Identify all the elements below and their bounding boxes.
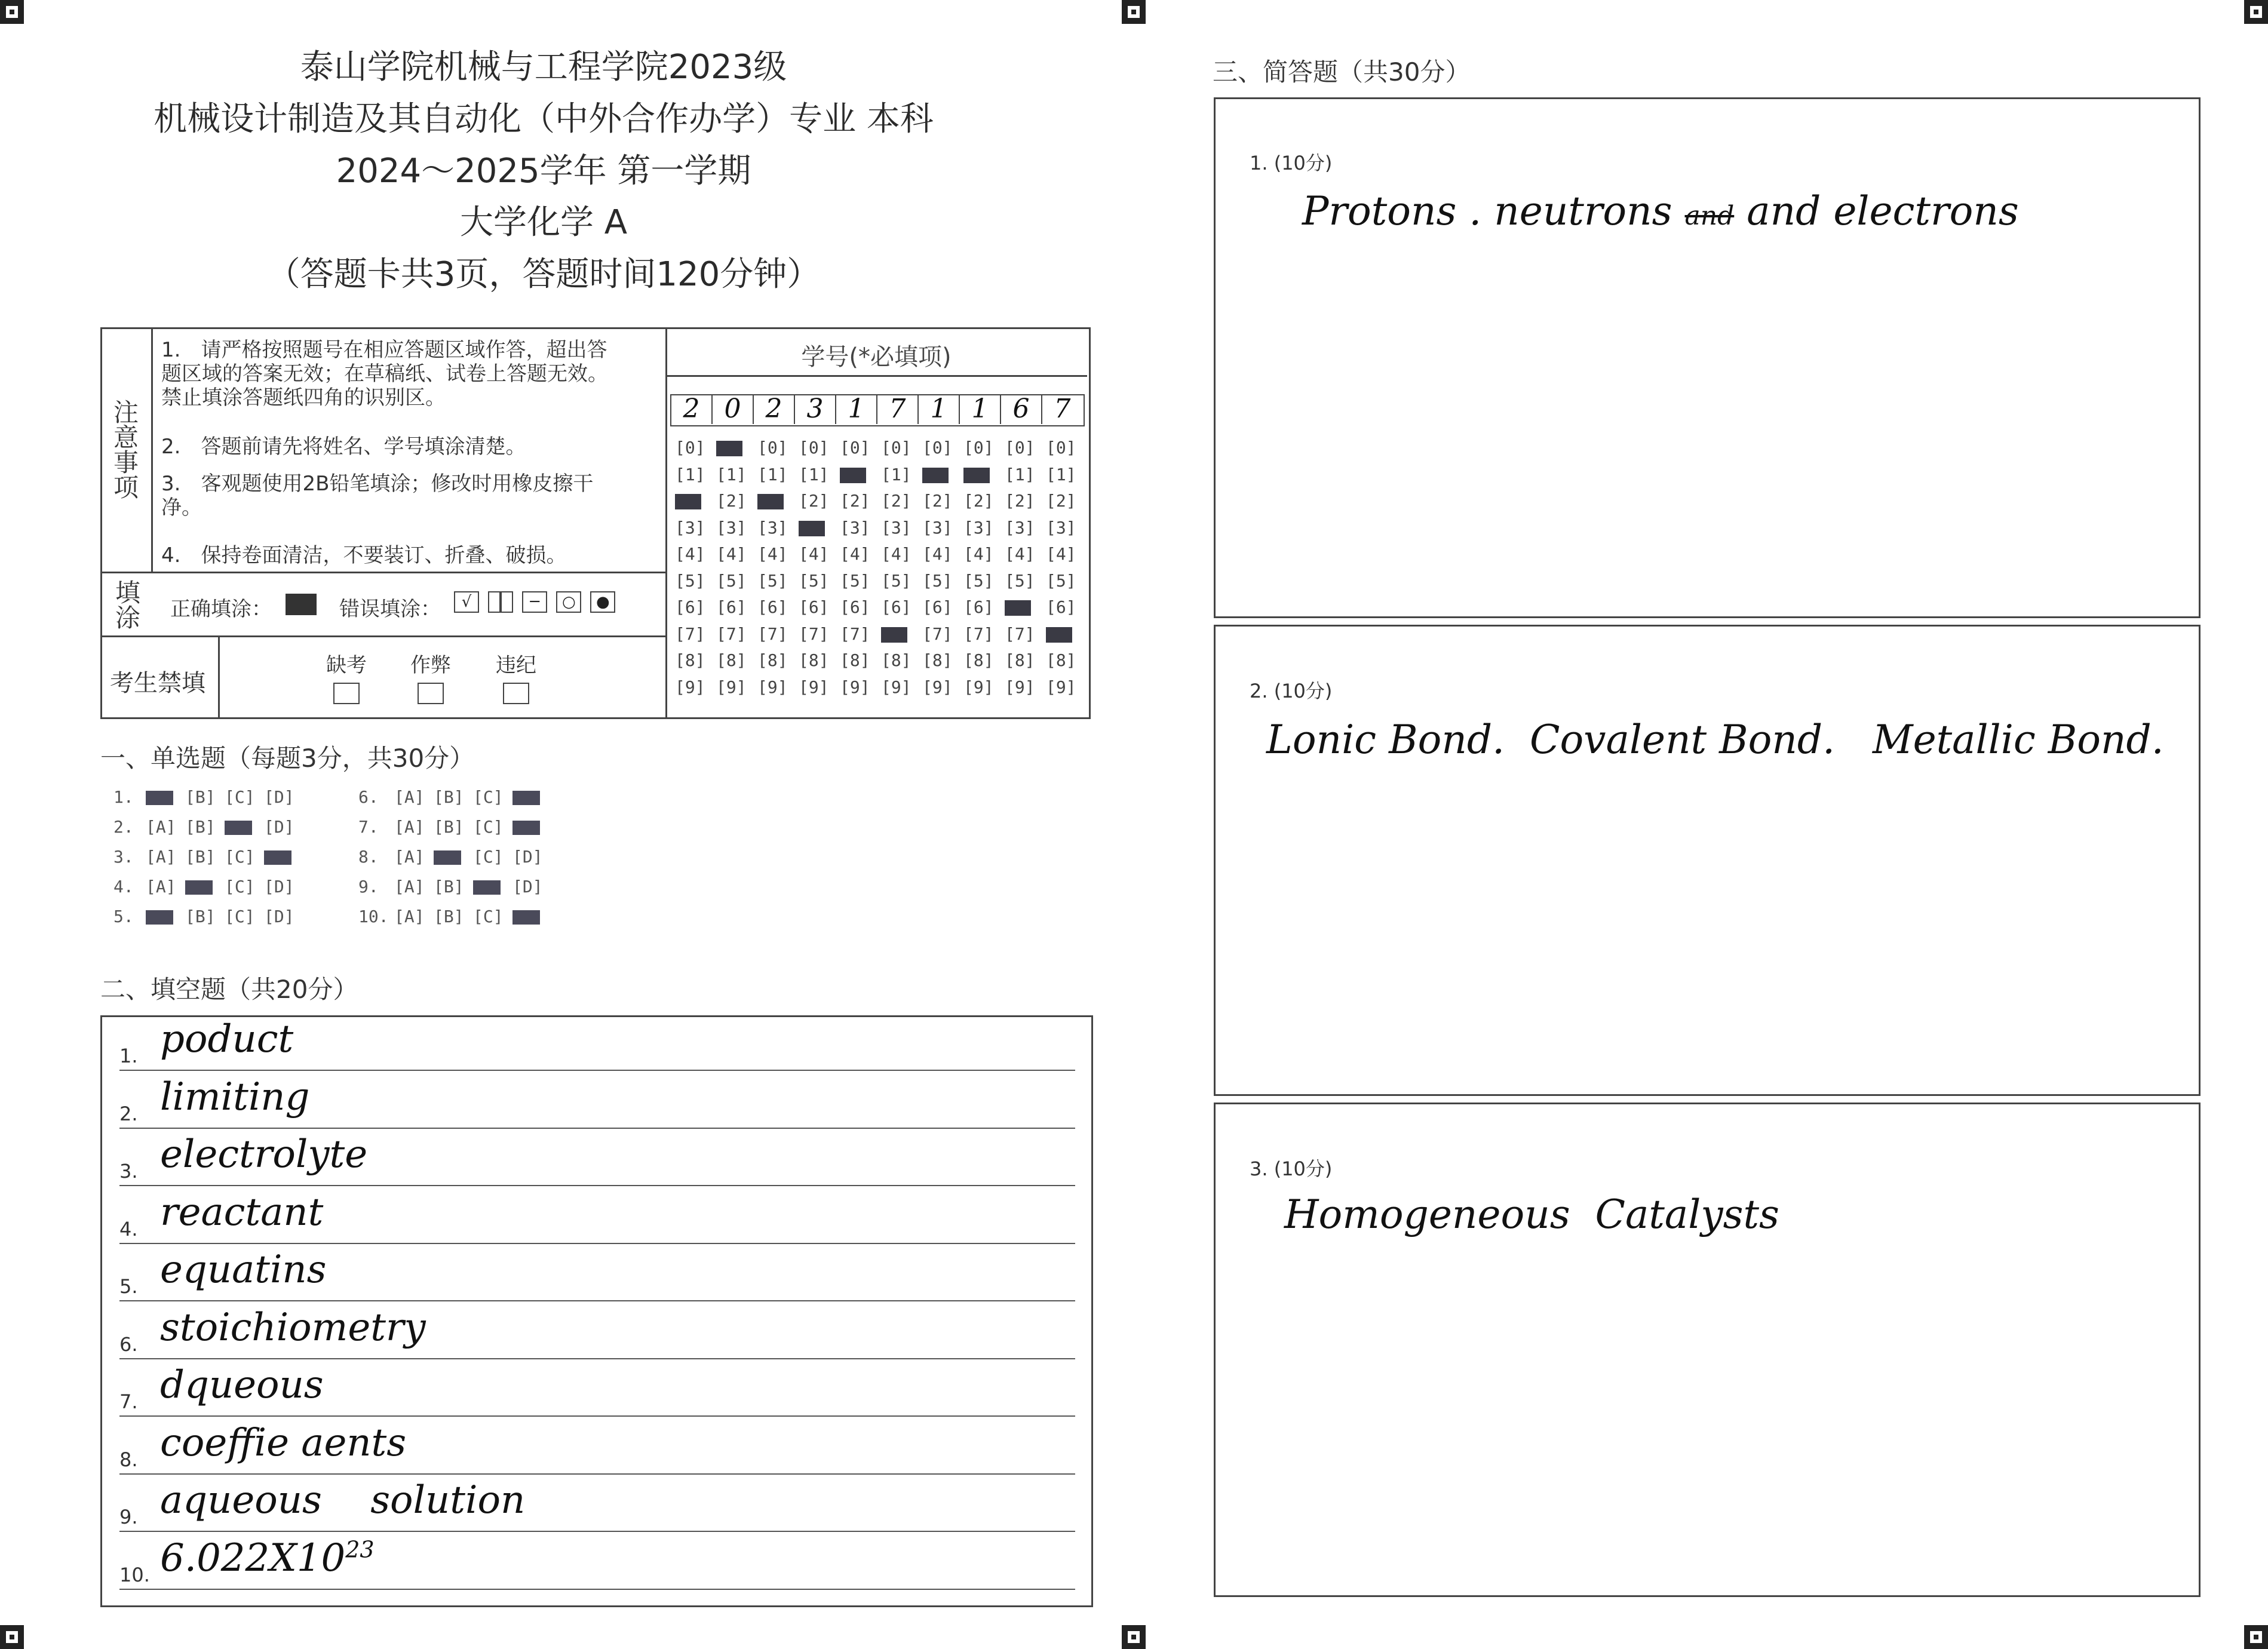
notice-item-1: 1. 请严格按照题号在相应答题区域作答，超出答题区域的答案无效；在草稿纸、试卷上答题无效。禁止填涂答题纸四角的识别区。: [161, 338, 608, 410]
blank-answer-text: reactant: [160, 1190, 324, 1235]
mc-option[interactable]: [A]: [394, 787, 425, 807]
bubble[interactable]: [7]: [757, 624, 788, 644]
bubble[interactable]: [0]: [922, 438, 953, 457]
blank-answer-text: limiting: [160, 1074, 310, 1119]
bubble[interactable]: [1]: [1005, 464, 1035, 484]
mc-option[interactable]: [B]: [185, 787, 216, 807]
blank-underline: [119, 1473, 1075, 1475]
divider: [218, 635, 220, 717]
mc-option[interactable]: [C]: [225, 877, 255, 896]
mc-option-filled[interactable]: [473, 880, 501, 895]
forbidden-option-label: 缺考: [326, 653, 367, 677]
mc-question-row: [113, 907, 303, 926]
mc-question-number: 2.: [113, 817, 134, 837]
mc-question-number: 3.: [113, 847, 134, 867]
bubble[interactable]: [7]: [716, 624, 747, 644]
short-answer-number: 1. (10分): [1250, 152, 1333, 174]
bubble[interactable]: [2]: [881, 491, 912, 511]
student-id-bubble-column: [799, 435, 829, 701]
mc-question-number: 7.: [358, 817, 379, 837]
struck-word: and: [1684, 201, 1735, 231]
mc-option[interactable]: [B]: [434, 907, 464, 926]
bubble[interactable]: [8]: [716, 650, 747, 670]
bubble[interactable]: [9]: [840, 677, 870, 697]
bubble[interactable]: [1]: [799, 464, 829, 484]
mc-option-filled[interactable]: [185, 880, 213, 895]
wrong-mark-circle: ○: [556, 591, 581, 613]
bubble[interactable]: [2]: [922, 491, 953, 511]
bubble[interactable]: [6]: [757, 597, 788, 617]
blank-number: 7.: [119, 1390, 138, 1413]
bubble[interactable]: [4]: [799, 544, 829, 564]
short-answer-text: Lonic Bond. Covalent Bond. Metallic Bond.: [1266, 717, 2164, 763]
mc-option[interactable]: [A]: [394, 817, 425, 837]
mc-option-filled[interactable]: [146, 791, 173, 805]
filled-bubble[interactable]: [922, 468, 949, 483]
blank-number: 5.: [119, 1275, 138, 1298]
mc-question-number: 5.: [113, 907, 134, 926]
section3-title: 三、简答题（共30分）: [1213, 57, 1471, 87]
mc-option[interactable]: [B]: [185, 907, 216, 926]
blank-answer: [160, 1478, 525, 1522]
short-answer-box-3: [1214, 1103, 2201, 1597]
correct-fill-sample: [286, 594, 317, 615]
short-answer-box-1: [1214, 97, 2201, 618]
mc-question-number: 6.: [358, 787, 379, 807]
bubble[interactable]: [8]: [675, 650, 705, 670]
student-id-digit: 3: [795, 394, 836, 424]
bubble[interactable]: [6]: [881, 597, 912, 617]
student-id-bubble-column: [922, 435, 953, 701]
header-major: 机械设计制造及其自动化（中外合作办学）专业 本科: [154, 100, 934, 139]
blank-answer-text: 6.022X10: [160, 1536, 346, 1580]
mc-option[interactable]: [A]: [146, 877, 176, 896]
bubble[interactable]: [3]: [675, 517, 705, 538]
bubble[interactable]: [1]: [675, 464, 705, 484]
bubble[interactable]: [8]: [1005, 650, 1035, 670]
mc-question-number: 8.: [358, 847, 379, 867]
bubble[interactable]: [4]: [1046, 544, 1076, 564]
student-id-label: 学号(*必填项): [801, 343, 952, 371]
bubble[interactable]: [9]: [1046, 677, 1076, 697]
bubble[interactable]: [7]: [1005, 624, 1035, 644]
bubble[interactable]: [1]: [1046, 464, 1076, 484]
mc-option[interactable]: [D]: [264, 907, 294, 926]
blank-answer-text: stoichiometry: [160, 1305, 426, 1350]
bubble[interactable]: [4]: [963, 544, 994, 564]
mc-option[interactable]: [A]: [394, 847, 425, 867]
blank-underline: [119, 1415, 1075, 1417]
student-id-bubble-column: [675, 435, 705, 701]
mc-option[interactable]: [A]: [146, 847, 176, 867]
blank-answer-text: dqueous: [160, 1363, 324, 1407]
bubble[interactable]: [4]: [922, 544, 953, 564]
student-id-digit: 1: [836, 394, 877, 424]
blank-number: 8.: [119, 1448, 138, 1471]
bubble[interactable]: [8]: [1046, 650, 1076, 670]
corner-mark-top-middle: [1122, 0, 1146, 24]
bubble[interactable]: [6]: [716, 597, 747, 617]
forbidden-checkbox[interactable]: [503, 683, 529, 704]
bubble[interactable]: [5]: [963, 570, 994, 591]
blank-answer: [160, 1248, 326, 1292]
divider: [100, 572, 665, 573]
filled-bubble[interactable]: [757, 494, 784, 509]
corner-mark-bottom-middle: [1122, 1625, 1146, 1649]
bubble[interactable]: [8]: [757, 650, 788, 670]
filled-bubble[interactable]: [1046, 627, 1072, 643]
answer-part: and electrons: [1734, 188, 2019, 234]
mc-option[interactable]: [B]: [434, 877, 464, 896]
mc-option[interactable]: [C]: [225, 847, 255, 867]
student-id-digit: 1: [960, 394, 1001, 424]
bubble[interactable]: [0]: [799, 438, 829, 457]
filled-bubble[interactable]: [840, 468, 866, 483]
wrong-fill-samples: [454, 591, 621, 613]
bubble[interactable]: [2]: [1046, 491, 1076, 511]
bubble[interactable]: [3]: [881, 517, 912, 538]
forbidden-option-absent: [320, 649, 373, 704]
blank-number: 4.: [119, 1217, 138, 1240]
mc-question-number: 9.: [358, 877, 379, 896]
bubble[interactable]: [0]: [840, 438, 870, 457]
bubble[interactable]: [5]: [922, 570, 953, 591]
blank-answer-text: poduct: [160, 1017, 294, 1061]
mc-option-filled[interactable]: [512, 821, 540, 835]
mc-option-filled[interactable]: [225, 821, 252, 835]
mc-option-filled[interactable]: [512, 791, 540, 805]
blank-number: 2.: [119, 1102, 138, 1125]
bubble[interactable]: [0]: [757, 438, 788, 457]
bubble[interactable]: [4]: [1005, 544, 1035, 564]
bubble[interactable]: [9]: [881, 677, 912, 697]
blank-underline: [119, 1589, 1075, 1590]
student-id-bubble-column: [716, 435, 747, 701]
blank-answer: [160, 1075, 309, 1119]
bubble[interactable]: [4]: [675, 544, 705, 564]
blank-answer: [160, 1421, 406, 1465]
bubble[interactable]: [7]: [675, 624, 705, 644]
blank-answer-text: coeffie aents: [160, 1420, 407, 1465]
bubble[interactable]: [5]: [716, 570, 747, 591]
bubble[interactable]: [8]: [840, 650, 870, 670]
student-id-bubble-column: [881, 435, 912, 701]
student-id-digit: 0: [713, 394, 754, 424]
bubble[interactable]: [3]: [1046, 517, 1076, 538]
bubble[interactable]: [0]: [881, 438, 912, 457]
bubble[interactable]: [7]: [799, 624, 829, 644]
bubble[interactable]: [1]: [881, 464, 912, 484]
bubble[interactable]: [6]: [963, 597, 994, 617]
bubble[interactable]: [2]: [963, 491, 994, 511]
mc-question-number: 10.: [358, 907, 389, 926]
mc-option[interactable]: [B]: [185, 847, 216, 867]
mc-question-number: 4.: [113, 877, 134, 896]
bubble[interactable]: [3]: [716, 517, 747, 538]
mc-option[interactable]: [D]: [264, 817, 294, 837]
blank-underline: [119, 1243, 1075, 1244]
bubble[interactable]: [4]: [881, 544, 912, 564]
mc-question-row: [113, 817, 303, 837]
bubble[interactable]: [9]: [799, 677, 829, 697]
divider: [100, 635, 665, 637]
header-institution: 泰山学院机械与工程学院2023级: [300, 48, 787, 87]
bubble[interactable]: [5]: [881, 570, 912, 591]
section1-title: 一、单选题（每题3分，共30分）: [100, 744, 475, 773]
section2-title: 二、填空题（共20分）: [100, 975, 358, 1004]
filled-bubble[interactable]: [799, 521, 825, 536]
blank-answer: [160, 1306, 426, 1350]
bubble[interactable]: [7]: [963, 624, 994, 644]
filled-bubble[interactable]: [881, 627, 907, 643]
short-answer-number: 2. (10分): [1250, 680, 1333, 702]
blank-answer-text: aqueous solution: [160, 1478, 526, 1522]
mc-option[interactable]: [B]: [185, 817, 216, 837]
bubble[interactable]: [3]: [840, 517, 870, 538]
mc-option-filled[interactable]: [512, 910, 540, 925]
blank-underline: [119, 1531, 1075, 1532]
forbidden-label: 考生禁填: [110, 670, 205, 697]
forbidden-checkbox[interactable]: [418, 683, 444, 704]
mc-question-row: [113, 847, 303, 867]
student-id-bubble-column: [840, 435, 870, 701]
mc-question-row: [113, 877, 303, 896]
student-id-digit: 2: [671, 394, 713, 424]
bubble[interactable]: [6]: [675, 597, 705, 617]
bubble[interactable]: [6]: [840, 597, 870, 617]
corner-mark-bottom-right: [2244, 1625, 2268, 1649]
student-id-digit: 7: [877, 394, 919, 424]
blank-underline: [119, 1185, 1075, 1186]
bubble[interactable]: [1]: [716, 464, 747, 484]
mc-question-row: [358, 907, 552, 926]
wrong-mark-dot: ●: [590, 591, 615, 613]
blank-underline: [119, 1300, 1075, 1301]
filled-bubble[interactable]: [716, 441, 742, 456]
student-id-digit: 2: [754, 394, 795, 424]
bubble[interactable]: [2]: [840, 491, 870, 511]
blank-underline: [119, 1070, 1075, 1071]
bubble[interactable]: [0]: [1046, 438, 1076, 457]
blank-number: 1.: [119, 1045, 138, 1067]
mc-option[interactable]: [C]: [473, 787, 504, 807]
filled-bubble[interactable]: [963, 468, 990, 483]
bubble[interactable]: [9]: [675, 677, 705, 697]
correct-fill-label: 正确填涂：: [170, 597, 272, 621]
bubble[interactable]: [4]: [840, 544, 870, 564]
bubble[interactable]: [5]: [1046, 570, 1076, 591]
blank-answer-text: electrolyte: [160, 1132, 368, 1177]
bubble[interactable]: [6]: [922, 597, 953, 617]
corner-mark-top-left: [0, 0, 24, 24]
short-answer-text: Homogeneous Catalysts: [1284, 1192, 1779, 1237]
blank-answer: [160, 1132, 367, 1177]
bubble[interactable]: [3]: [757, 517, 788, 538]
short-answer-text: [1302, 188, 2019, 234]
mc-option[interactable]: [D]: [512, 877, 543, 896]
bubble[interactable]: [8]: [799, 650, 829, 670]
mc-option[interactable]: [B]: [434, 817, 464, 837]
header-term: 2024～2025学年 第一学期: [336, 152, 751, 191]
bubble[interactable]: [7]: [922, 624, 953, 644]
notice-item-4: 4. 保持卷面清洁，不要装订、折叠、破损。: [161, 543, 567, 567]
bubble[interactable]: [4]: [716, 544, 747, 564]
bubble[interactable]: [2]: [1005, 491, 1035, 511]
divider: [665, 327, 667, 717]
forbidden-checkbox[interactable]: [333, 683, 360, 704]
student-id-digit: 7: [1054, 394, 1071, 424]
wrong-mark-dash: ─: [522, 591, 547, 613]
bubble[interactable]: [9]: [1005, 677, 1035, 697]
student-id-digit: 1: [919, 394, 960, 424]
mc-question-row: [358, 847, 552, 867]
mc-option[interactable]: [C]: [225, 787, 255, 807]
student-id-bubble-column: [1005, 435, 1035, 701]
student-id-bubble-column: [757, 435, 788, 701]
divider: [151, 327, 153, 573]
bubble[interactable]: [9]: [963, 677, 994, 697]
forbidden-option-violation: [489, 649, 543, 704]
mc-question-number: 1.: [113, 787, 134, 807]
bubble[interactable]: [2]: [799, 491, 829, 511]
bubble[interactable]: [8]: [922, 650, 953, 670]
bubble[interactable]: [8]: [881, 650, 912, 670]
bubble[interactable]: [0]: [1005, 438, 1035, 457]
mc-question-row: [358, 787, 552, 807]
bubble[interactable]: [6]: [1046, 597, 1076, 617]
mc-question-row: [358, 877, 552, 896]
bubble[interactable]: [0]: [675, 438, 705, 457]
fill-label: 填涂: [112, 579, 141, 629]
mc-option[interactable]: [A]: [394, 907, 425, 926]
header-card-info: （答题卡共3页，答题时间120分钟）: [266, 255, 821, 294]
blank-underline: [119, 1128, 1075, 1129]
blank-answer: [160, 1190, 323, 1235]
mc-option[interactable]: [C]: [473, 907, 504, 926]
blank-underline: [119, 1358, 1075, 1359]
mc-option[interactable]: [D]: [264, 877, 294, 896]
blank-number: 9.: [119, 1506, 138, 1528]
mc-option-filled[interactable]: [146, 910, 173, 925]
forbidden-option-label: 作弊: [410, 653, 451, 677]
divider: [665, 375, 1087, 377]
forbidden-option-label: 违纪: [496, 653, 536, 677]
bubble[interactable]: [6]: [799, 597, 829, 617]
mc-option-filled[interactable]: [434, 850, 461, 865]
bubble[interactable]: [7]: [840, 624, 870, 644]
notice-item-2: 2. 答题前请先将姓名、学号填涂清楚。: [161, 435, 526, 459]
filled-bubble[interactable]: [675, 494, 701, 509]
bubble[interactable]: [5]: [675, 570, 705, 591]
bubble[interactable]: [5]: [840, 570, 870, 591]
student-id-digit: 6: [1001, 394, 1042, 424]
blank-answer-exponent: 23: [345, 1536, 375, 1563]
mc-option[interactable]: [C]: [473, 817, 504, 837]
bubble[interactable]: [5]: [1005, 570, 1035, 591]
mc-option[interactable]: [C]: [225, 907, 255, 926]
notice-item-3: 3. 客观题使用2B铅笔填涂；修改时用橡皮擦干净。: [161, 472, 594, 520]
bubble[interactable]: [5]: [757, 570, 788, 591]
answer-part: Protons . neutrons: [1302, 188, 1685, 234]
bubble[interactable]: [9]: [922, 677, 953, 697]
mc-question-row: [358, 817, 552, 837]
bubble[interactable]: [2]: [716, 491, 747, 511]
blank-answer: [160, 1363, 324, 1407]
blank-answer-text: equatins: [160, 1248, 327, 1292]
bubble[interactable]: [3]: [963, 517, 994, 538]
short-answer-number: 3. (10分): [1250, 1157, 1333, 1180]
mc-option[interactable]: [A]: [394, 877, 425, 896]
wrong-fill-label: 错误填涂：: [339, 597, 441, 621]
header-course: 大学化学 A: [459, 203, 628, 242]
bubble[interactable]: [8]: [963, 650, 994, 670]
corner-mark-top-right: [2244, 0, 2268, 24]
mc-option[interactable]: [C]: [473, 847, 504, 867]
mc-option[interactable]: [D]: [512, 847, 543, 867]
bubble[interactable]: [4]: [757, 544, 788, 564]
wrong-mark-check: √: [454, 591, 479, 613]
bubble[interactable]: [9]: [757, 677, 788, 697]
wrong-mark-bar: [488, 591, 513, 613]
mc-option-filled[interactable]: [264, 850, 291, 865]
blank-number: 6.: [119, 1332, 138, 1356]
blank-answer: [160, 1536, 375, 1580]
student-id-bubble-column: [963, 435, 994, 701]
short-answer-box-2: [1214, 625, 2201, 1096]
bubble[interactable]: [1]: [757, 464, 788, 484]
mc-option[interactable]: [D]: [264, 787, 294, 807]
bubble[interactable]: [0]: [963, 438, 994, 457]
mc-option[interactable]: [A]: [146, 817, 176, 837]
mc-question-row: [113, 787, 303, 807]
bubble[interactable]: [3]: [922, 517, 953, 538]
notice-label: 注意事项: [110, 399, 139, 499]
filled-bubble[interactable]: [1005, 600, 1031, 616]
mc-option[interactable]: [B]: [434, 787, 464, 807]
bubble[interactable]: [9]: [716, 677, 747, 697]
blank-answer: [160, 1017, 293, 1061]
forbidden-option-cheat: [404, 649, 458, 704]
blank-number: 3.: [119, 1160, 138, 1183]
bubble[interactable]: [3]: [1005, 517, 1035, 538]
blank-number: 10.: [119, 1563, 150, 1586]
bubble[interactable]: [5]: [799, 570, 829, 591]
corner-mark-bottom-left: [0, 1625, 24, 1649]
student-id-bubble-column: [1046, 435, 1076, 701]
